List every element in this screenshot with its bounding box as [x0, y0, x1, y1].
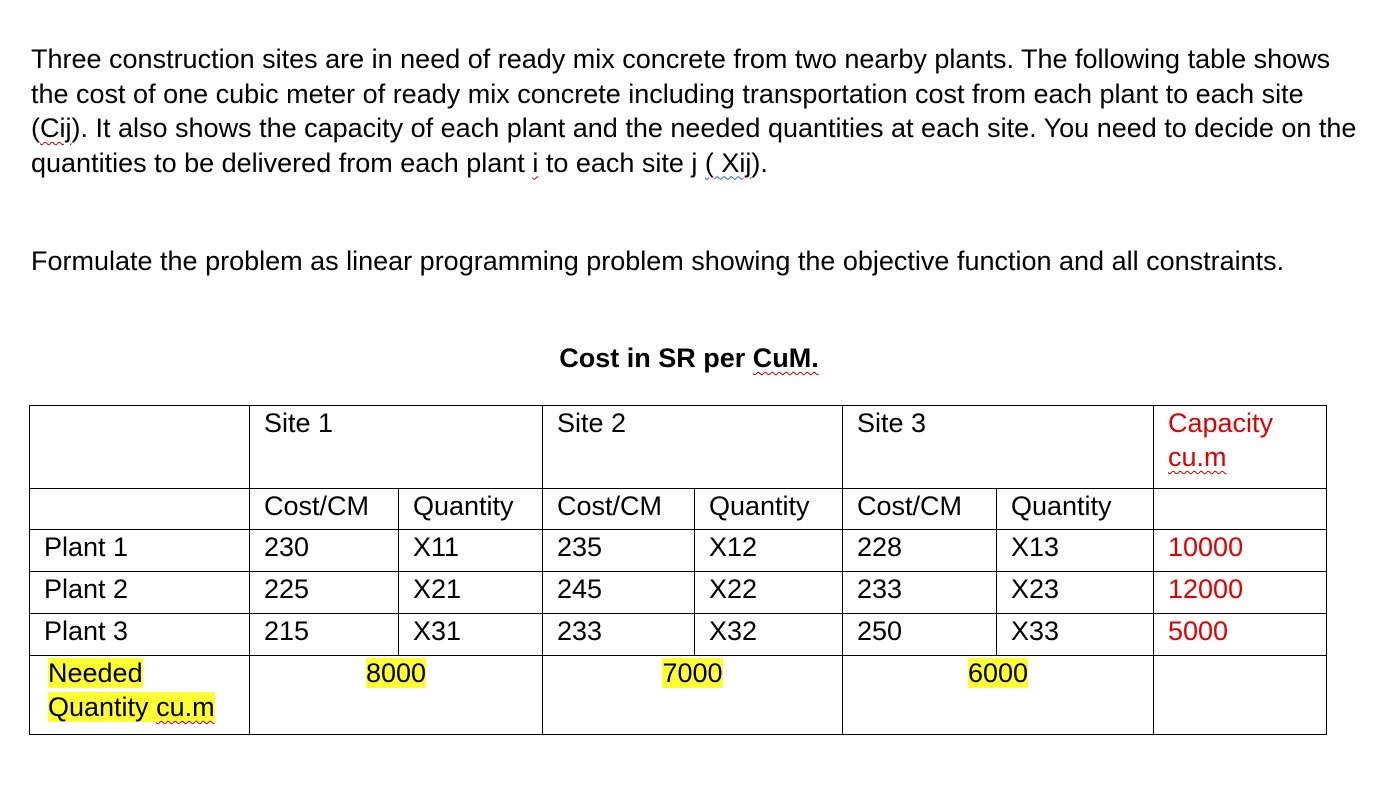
site-3-qty-header: Quantity	[997, 489, 1154, 530]
table-row	[30, 572, 1327, 614]
cost-cell: 233	[843, 572, 997, 614]
table-caption	[0, 340, 1392, 376]
site-3-needed	[843, 656, 1154, 735]
cost-cell: 245	[543, 572, 695, 614]
xij-term: ( Xij	[704, 147, 752, 178]
site-1-qty-header: Quantity	[399, 489, 543, 530]
plant-2-label: Plant 2	[30, 572, 250, 614]
capacity-cell: 12000	[1154, 572, 1327, 614]
problem-text-3: to each site j	[538, 147, 705, 178]
site-2-cost-header: Cost/CM	[543, 489, 695, 530]
instruction-paragraph: Formulate the problem as linear programming problem showing the objective function and all constraints.	[31, 246, 1285, 276]
cij-term: Cij	[40, 113, 72, 143]
quantity-cell: X33	[997, 614, 1154, 656]
cost-cell: 230	[250, 530, 399, 572]
quantity-cell: X12	[695, 530, 843, 572]
quantity-cell: X23	[997, 572, 1154, 614]
quantity-cell: X31	[399, 614, 543, 656]
quantity-cell: X11	[399, 530, 543, 572]
problem-text-2: ). It also shows the capacity of each plant and the needed quantities at each site. You need to decide on the quantities to be delivered from each plant	[31, 113, 1357, 178]
subheader-capacity-blank	[1154, 489, 1327, 530]
capacity-unit: cu.m	[1168, 442, 1227, 472]
cost-cell: 235	[543, 530, 695, 572]
needed-label-line-1: Needed	[48, 658, 143, 688]
corner-cell	[30, 406, 250, 489]
site-1-header: Site 1	[250, 406, 543, 489]
problem-text-1: Three construction sites are in need of ready mix concrete from two nearby plants. The following table shows the cost of one cubic meter of ready mix concrete including transportation cost from each plant to each site (	[31, 44, 1331, 143]
needed-capacity-blank	[1154, 656, 1327, 735]
quantity-cell: X22	[695, 572, 843, 614]
plant-1-label: Plant 1	[30, 530, 250, 572]
site-3-cost-header: Cost/CM	[843, 489, 997, 530]
caption-unit: CuM.	[752, 343, 819, 373]
site-2-needed-value: 7000	[662, 658, 723, 688]
site-2-header: Site 2	[543, 406, 843, 489]
quantity-cell: X13	[997, 530, 1154, 572]
site-2-needed	[543, 656, 843, 735]
site-3-header: Site 3	[843, 406, 1154, 489]
header-row	[30, 406, 1327, 489]
cost-cell: 225	[250, 572, 399, 614]
needed-quantity-label	[30, 656, 250, 735]
i-term: i	[532, 147, 539, 178]
quantity-cell: X21	[399, 572, 543, 614]
problem-paragraph	[31, 42, 1361, 180]
problem-text-4: ).	[751, 147, 768, 178]
caption-text: Cost in SR per	[559, 343, 753, 373]
site-3-needed-value: 6000	[967, 658, 1029, 688]
site-2-qty-header: Quantity	[695, 489, 843, 530]
cost-cell: 215	[250, 614, 399, 656]
table-row	[30, 614, 1327, 656]
subheader-blank	[30, 489, 250, 530]
needed-row	[30, 656, 1327, 735]
cost-table	[29, 405, 1327, 735]
plant-3-label: Plant 3	[30, 614, 250, 656]
capacity-header	[1154, 406, 1327, 489]
quantity-cell: X32	[695, 614, 843, 656]
site-1-needed	[250, 656, 543, 735]
cost-cell: 228	[843, 530, 997, 572]
site-1-cost-header: Cost/CM	[250, 489, 399, 530]
needed-label-line-2: Quantity	[48, 692, 157, 722]
subheader-row	[30, 489, 1327, 530]
table-row	[30, 530, 1327, 572]
capacity-cell: 5000	[1154, 614, 1327, 656]
cost-cell: 250	[843, 614, 997, 656]
site-1-needed-value: 8000	[365, 658, 427, 688]
capacity-label: Capacity	[1168, 408, 1274, 438]
cost-cell: 233	[543, 614, 695, 656]
needed-label-unit: cu.m	[156, 692, 215, 722]
capacity-cell: 10000	[1154, 530, 1327, 572]
